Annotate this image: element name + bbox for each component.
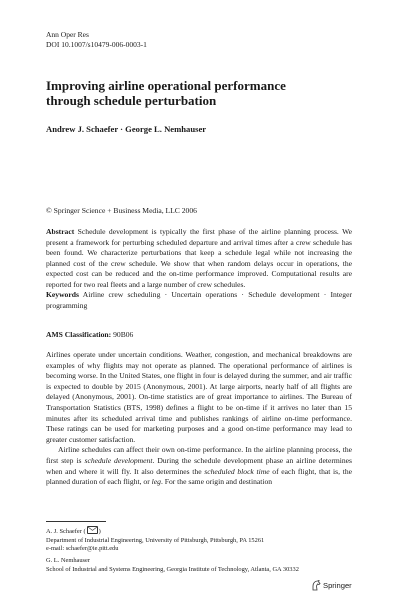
author-2-affiliation: School of Industrial and Systems Engineering, Georgia Institute of Technology, Atlanta, GA 30332 xyxy=(46,565,299,573)
author-1-name: A. J. Schaefer xyxy=(46,528,82,535)
title-line-1: Improving airline operational performance xyxy=(46,78,286,93)
intro-text: . During the schedule development phase an airline determines when and where it will fly. It also determines the xyxy=(46,455,352,476)
intro-paragraph-2 xyxy=(46,445,352,487)
title-line-2: through schedule perturbation xyxy=(46,93,217,108)
author-2-name: G. L. Nemhauser xyxy=(46,557,91,564)
author-1-email[interactable]: e-mail: schaefer@ie.pitt.edu xyxy=(46,545,119,553)
ams-label: AMS Classification: xyxy=(46,330,112,339)
journal-name: Ann Oper Res xyxy=(46,30,89,39)
abstract xyxy=(46,227,352,291)
intro-text: Airline schedules can affect their own on-time performance. In the airline planning process, the first step is xyxy=(46,445,352,465)
author-2-footnote xyxy=(46,557,356,574)
intro-emphasis: scheduled block time xyxy=(204,466,270,476)
keywords xyxy=(46,290,352,311)
author-1-affiliation: Department of Industrial Engineering, University of Pittsburgh, Pittsburgh, PA 15261 xyxy=(46,536,265,544)
paper-title xyxy=(46,78,366,108)
intro-paragraph-1: Airlines operate under uncertain conditions. Weather, congestion, and mechanical breakdowns are examples of why flights may not operate as planned. The operational performance of airlines is becoming worse. In the United States, one flight in four is delayed during the summer, and air traffic is expected to double by 2015 (Anonymous, 2001). At large airports, nearly half of all flights are delayed (Anonymous, 2001). On-time statistics are of great importance to airlines. The Bureau of Transportation Statistics (BTS, 1998) defines a flight to be on-time if it arrives no later than 15 minutes after its scheduled arrival time and publishes rankings of airline on-time performance. These ratings can be used for marketing purposes and a good on-time performance may lead to greater customer satisfaction. xyxy=(46,350,352,444)
copyright: © Springer Science + Business Media, LLC 2006 xyxy=(46,206,197,215)
introduction xyxy=(46,350,352,488)
ams-classification xyxy=(46,330,352,341)
ams-value: 90B06 xyxy=(113,330,134,339)
abstract-label: Abstract xyxy=(46,227,75,236)
keywords-label: Keywords xyxy=(46,290,79,299)
author-1-name-line: A. J. Schaefer ( ) xyxy=(46,528,101,535)
authors: Andrew J. Schaefer · George L. Nemhauser xyxy=(46,124,207,134)
publisher-logo xyxy=(311,580,352,593)
intro-emphasis: leg xyxy=(151,477,161,487)
author-1-footnote xyxy=(46,526,356,554)
intro-text: . For the same origin and destination xyxy=(160,477,273,487)
footnote-rule xyxy=(46,521,106,522)
doi: DOI 10.1007/s10479-006-0003-1 xyxy=(46,40,147,49)
abstract-text: Schedule development is typically the first phase of the airline planning process. We present a framework for perturbing scheduled departure and arrival times after a crew schedule has been found. We characterize perturbations that keep a schedule legal while not increasing the planned cost of the crew schedule. We show that when random delays occur in operations, the expected cost can be reduced and the on-time performance improved. Computational results are reported for two real fleets and a large number of crew schedules. xyxy=(46,227,352,289)
intro-emphasis: schedule development xyxy=(84,455,153,465)
springer-horse-icon xyxy=(311,580,321,593)
journal-header xyxy=(46,30,147,50)
intro-text: of each flight, that is, the planned duration of each flight, or xyxy=(46,466,352,487)
envelope-icon xyxy=(87,526,98,534)
publisher-name: Springer xyxy=(323,581,352,590)
keywords-text: Airline crew scheduling · Uncertain operations · Schedule development · Integer programming xyxy=(46,290,352,310)
